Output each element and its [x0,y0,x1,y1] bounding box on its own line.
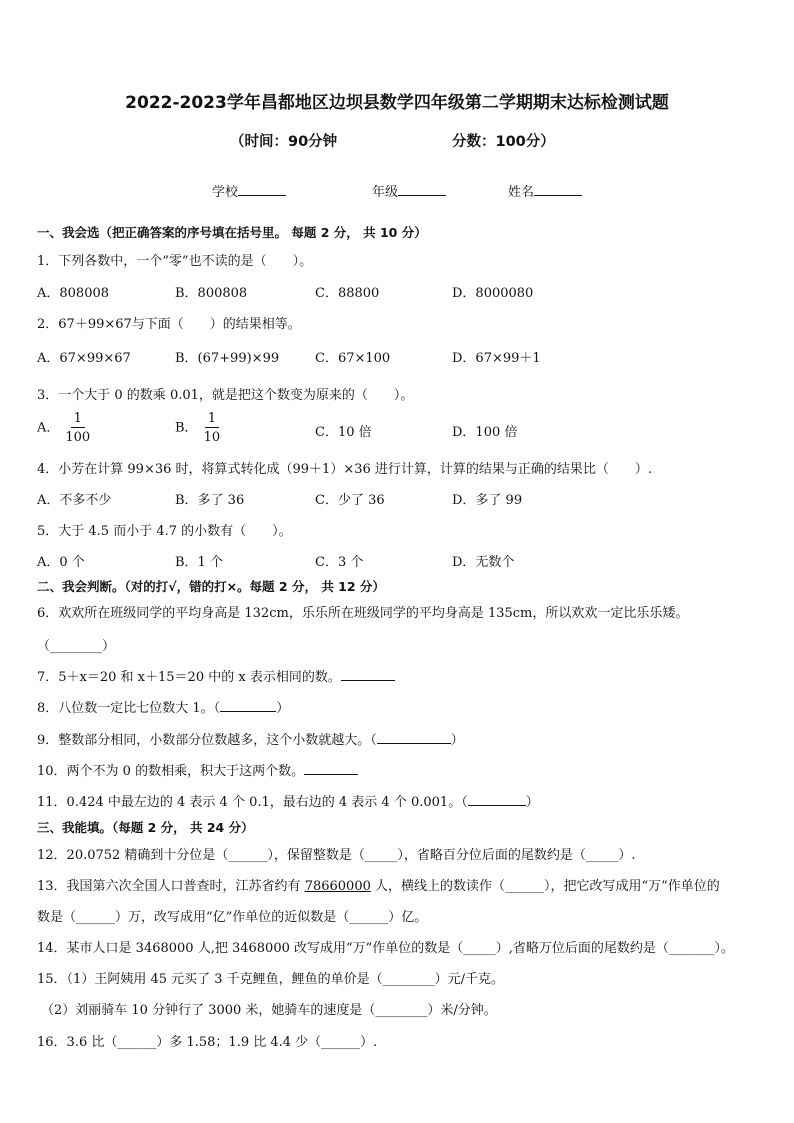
underlined-number: 78660000 [304,879,371,894]
question-9-text: 9．整数部分相同，小数部分位数越多，这个小数就越大。（ [37,733,377,748]
question-5: 5．大于 4.5 而小于 4.7 的小数有（ ）。 [37,524,292,539]
fraction-denominator: 10 [203,430,221,445]
question-8 [37,697,289,716]
grade-label: 年级 [372,185,399,200]
q4-option-a[interactable]: A．不多不少 [37,493,112,508]
q5-option-c[interactable]: C．3 个 [315,555,364,570]
q6-answer-blank[interactable]: （________） [37,639,116,654]
school-blank[interactable] [238,183,286,196]
name-blank[interactable] [534,183,582,196]
q3-option-b-prefix: B． [175,420,198,436]
question-11-text: 11．0.424 中最左边的 4 表示 4 个 0.1，最右边的 4 表示 4 个 0.001。（ [37,795,468,810]
q1-option-a[interactable]: A．808008 [37,286,110,301]
fraction-numerator: 1 [71,412,85,428]
question-13[interactable] [37,875,720,894]
question-10 [37,760,358,779]
question-11 [37,791,539,810]
q1-option-c[interactable]: C．88800 [315,286,380,301]
q2-option-c[interactable]: C．67×100 [315,351,391,366]
question-8-end: ） [276,701,290,716]
q1-option-d[interactable]: D．8000080 [452,286,534,301]
page-title: 2022-2023学年昌都地区边坝县数学四年级第二学期期末达标检测试题 [125,93,669,113]
q10-answer-blank[interactable] [304,762,358,775]
fraction-denominator: 100 [65,430,91,445]
section-2-heading: 二、我会判断。（对的打√，错的打×。每题 2 分， 共 12 分） [37,579,385,594]
fraction-numerator: 1 [205,412,219,428]
question-12[interactable]: 12．20.0752 精确到十分位是（______），保留整数是（_____），省略百分位后面的尾数约是（_____）. [37,848,636,863]
question-2: 2．67＋99×67与下面（ ）的结果相等。 [37,317,301,332]
q3-option-b-fraction [204,412,221,444]
question-9 [37,729,464,748]
question-15-part-1[interactable]: 15．（1）王阿姨用 45 元买了 3 千克鲤鱼，鲤鱼的单价是（________）元/千克。 [37,972,505,987]
question-8-text: 8．八位数一定比七位数大 1。（ [37,701,221,716]
q4-option-d[interactable]: D．多了 99 [452,493,523,508]
q3-option-b[interactable] [175,412,220,444]
grade-blank[interactable] [398,183,446,196]
q5-option-d[interactable]: D．无数个 [452,555,515,570]
q2-option-a[interactable]: A．67×99×67 [37,351,131,366]
q2-option-b[interactable]: B．(67+99)×99 [175,351,280,366]
exam-score: 分数：100分） [452,134,555,150]
q1-option-b[interactable]: B．800808 [175,286,248,301]
section-3-heading: 三、我能填。（每题 2 分， 共 24 分） [37,820,254,835]
question-9-end: ） [450,733,464,748]
q5-option-a[interactable]: A．0 个 [37,555,85,570]
q7-answer-blank[interactable] [341,668,395,681]
q11-answer-blank[interactable] [468,793,526,806]
question-6: 6．欢欢所在班级同学的平均身高是 132cm，乐乐所在班级同学的平均身高是 135cm，所以欢欢一定比乐乐矮。 [37,606,689,621]
question-7 [37,666,395,685]
school-label: 学校 [212,185,239,200]
q5-option-b[interactable]: B．1 个 [175,555,223,570]
question-14[interactable]: 14．某市人口是 3468000 人,把 3468000 改写成用“万”作单位的数是（_____）,省略万位后面的尾数约是（_______）。 [37,941,734,956]
name-label: 姓名 [508,185,535,200]
question-1: 1．下列各数中，一个“零”也不读的是（ ）。 [37,254,313,269]
question-7-text: 7．5＋x＝20 和 x＋15＝20 中的 x 表示相同的数。 [37,670,341,685]
q4-option-c[interactable]: C．少了 36 [315,493,385,508]
grade-field [372,181,446,200]
q3-option-a-fraction [65,412,90,444]
question-10-text: 10．两个不为 0 的数相乘，积大于这两个数。 [37,764,305,779]
question-13-text-post: 人，横线上的数读作（______），把它改写成用“万”作单位的 [370,879,720,894]
q3-option-d[interactable]: D．100 倍 [452,425,518,440]
question-13-line-2[interactable]: 数是（______）万，改写成用“亿”作单位的近似数是（______）亿。 [37,910,428,925]
q2-option-d[interactable]: D．67×99＋1 [452,351,541,366]
q8-answer-blank[interactable] [220,699,276,712]
section-1-heading: 一、我会选（把正确答案的序号填在括号里。 每题 2 分， 共 10 分） [37,225,427,240]
question-13-text-pre: 13．我国第六次全国人口普查时，江苏省约有 [37,879,305,894]
name-field [508,181,582,200]
question-3: 3．一个大于 0 的数乘 0.01，就是把这个数变为原来的（ ）。 [37,388,414,403]
exam-time: （时间：90分钟 [230,134,338,150]
question-11-end: ） [525,795,539,810]
q3-option-a-prefix: A． [37,420,60,436]
question-4: 4．小芳在计算 99×36 时，将算式转化成（99＋1）×36 进行计算，计算的结果与正确的结果比（ ）. [37,462,653,477]
q3-option-c[interactable]: C．10 倍 [315,425,372,440]
question-15-part-2[interactable]: （2）刘丽骑车 10 分钟行了 3000 米，她骑车的速度是（________）米/分钟。 [41,1003,497,1018]
q9-answer-blank[interactable] [377,731,451,744]
question-16[interactable]: 16．3.6 比（______）多 1.58；1.9 比 4.4 少（______）. [37,1035,378,1050]
q3-option-a[interactable] [37,412,90,444]
school-field [212,181,286,200]
q4-option-b[interactable]: B．多了 36 [175,493,245,508]
